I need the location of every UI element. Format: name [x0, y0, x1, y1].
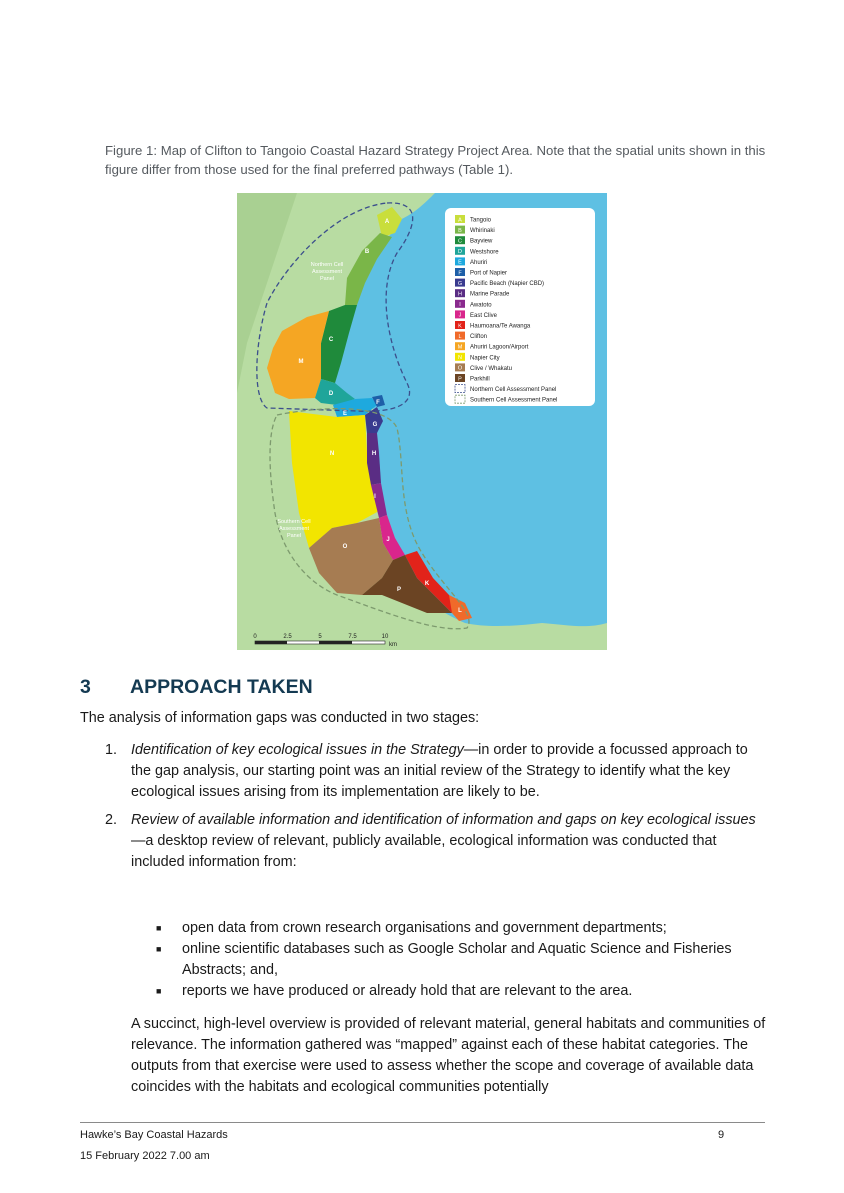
- bullet-item: reports we have produced or already hold that are relevant to the area.: [182, 983, 633, 999]
- list-item-title: Identification of key ecological issues in the Strategy: [131, 742, 464, 758]
- section-number: 3: [80, 676, 91, 698]
- legend-label: Ahuriri: [470, 259, 488, 266]
- northern-panel-label-line: Northern Cell: [310, 262, 344, 268]
- unit-label: F: [376, 400, 380, 406]
- footer-title: Hawke’s Bay Coastal Hazards: [80, 1129, 228, 1141]
- unit-label: L: [458, 608, 462, 614]
- bullet-marker: ■: [156, 923, 162, 933]
- coastal-hazard-map: [237, 193, 607, 650]
- legend-label: Bayview: [470, 238, 493, 245]
- legend-code: A: [458, 217, 462, 224]
- bullet-item: open data from crown research organisations and government departments;: [182, 920, 667, 936]
- unit-label: I: [374, 494, 376, 500]
- southern-panel-label-line: Assessment: [279, 526, 309, 532]
- legend-swatch: [455, 385, 465, 393]
- unit-label: N: [329, 451, 335, 457]
- southern-panel-label-line: Southern Cell: [277, 519, 311, 525]
- footer-date: 15 February 2022 7.00 am: [80, 1150, 210, 1162]
- legend-code: E: [458, 259, 462, 266]
- legend-code: H: [458, 291, 462, 298]
- unit-label: A: [384, 219, 390, 225]
- legend-label: Napier City: [470, 355, 500, 362]
- scale-tick: 7.5: [348, 634, 357, 640]
- list-number: 2.: [105, 812, 118, 828]
- southern-panel-label-line: Panel: [286, 533, 302, 539]
- unit-label: G: [372, 422, 378, 428]
- list-item-title: Review of available information and identification of information and gaps on key ecological issues: [131, 812, 756, 828]
- legend-code: F: [458, 270, 462, 277]
- unit-label: P: [396, 587, 402, 593]
- legend-code: L: [458, 333, 462, 340]
- scale-tick: 2.5: [283, 634, 292, 640]
- scale-tick: 10: [381, 634, 389, 640]
- list-item: [131, 740, 766, 803]
- closing-paragraph: A succinct, high-level overview is provided of relevant material, general habitats and communities of relevance. The information gathered was “mapped” against each of these habitat categories. The outputs from that exercise were used to assess whether the scope and coverage of available data coincides with the habitats and ecological communities potentially: [131, 1016, 766, 1095]
- list-item: [131, 810, 766, 873]
- list-item-text: —in order to provide a focussed approach to the gap analysis, our starting point was an initial review of the Strategy to identify what the key ecological issues arising from its implementation are likely to be.: [131, 742, 748, 800]
- scale-unit: km: [389, 642, 397, 648]
- unit-label: H: [371, 451, 377, 457]
- page-number: 9: [718, 1129, 725, 1141]
- unit-label: O: [342, 544, 348, 550]
- legend-code: C: [458, 238, 462, 245]
- northern-panel-label-line: Assessment: [312, 269, 342, 275]
- legend-label: Parkhill: [470, 376, 490, 383]
- bullet-item: online scientific databases such as Google Scholar and Aquatic Science and Fisheries Abstracts; and,: [182, 941, 732, 978]
- legend-label: Pacific Beach (Napier CBD): [470, 281, 545, 288]
- figure-caption: Figure 1: Map of Clifton to Tangoio Coastal Hazard Strategy Project Area. Note that the spatial units shown in this figure differ from those used for the final preferred pathways (Table 1).: [105, 143, 766, 177]
- list-item-text: —a desktop review of relevant, publicly available, ecological information was conducted that included information from:: [131, 833, 717, 870]
- legend-code: I: [459, 302, 461, 309]
- map-legend: [445, 208, 595, 406]
- northern-panel-label-line: Panel: [319, 276, 335, 282]
- legend-code: B: [458, 227, 462, 234]
- unit-label: B: [364, 249, 370, 255]
- intro-paragraph: The analysis of information gaps was conducted in two stages:: [80, 710, 480, 726]
- unit-label: E: [342, 411, 348, 417]
- legend-code: N: [458, 355, 462, 362]
- section-title: APPROACH TAKEN: [130, 676, 313, 698]
- scale-tick: 0: [253, 634, 257, 640]
- list-number: 1.: [105, 742, 118, 758]
- legend-label: Southern Cell Assessment Panel: [470, 397, 558, 404]
- legend-label: Haumoana/Te Awanga: [470, 323, 531, 330]
- legend-label: Westshore: [470, 249, 499, 256]
- legend-code: M: [457, 344, 463, 351]
- bullet-marker: ■: [156, 986, 162, 996]
- legend-label: Whirinaki: [470, 228, 495, 235]
- legend-code: G: [457, 280, 463, 287]
- legend-code: K: [458, 323, 462, 330]
- unit-label: J: [386, 537, 390, 543]
- legend-label: East Clive: [470, 312, 498, 319]
- legend-label: Awatoto: [470, 302, 492, 309]
- legend-label: Port of Napier: [470, 270, 508, 277]
- legend-label: Clifton: [470, 334, 488, 341]
- legend-code: J: [458, 312, 462, 319]
- section-heading: [80, 676, 780, 699]
- legend-swatch: [455, 395, 465, 403]
- legend-code: O: [457, 365, 463, 372]
- legend-label: Marine Parade: [470, 291, 510, 298]
- legend-label: Ahuriri Lagoon/Airport: [470, 344, 529, 351]
- unit-label: C: [328, 337, 334, 343]
- unit-label: D: [328, 391, 334, 397]
- unit-label: K: [424, 581, 430, 587]
- legend-code: P: [458, 376, 462, 383]
- legend-label: Northern Cell Assessment Panel: [470, 387, 557, 394]
- scale-tick: 5: [318, 634, 322, 640]
- bullet-marker: ■: [156, 944, 162, 954]
- legend-label: Tangoio: [470, 217, 492, 224]
- legend-label: Clive / Whakatu: [470, 365, 513, 372]
- legend-code: D: [458, 249, 462, 256]
- unit-label: M: [298, 359, 304, 365]
- footer-divider: [80, 1122, 765, 1123]
